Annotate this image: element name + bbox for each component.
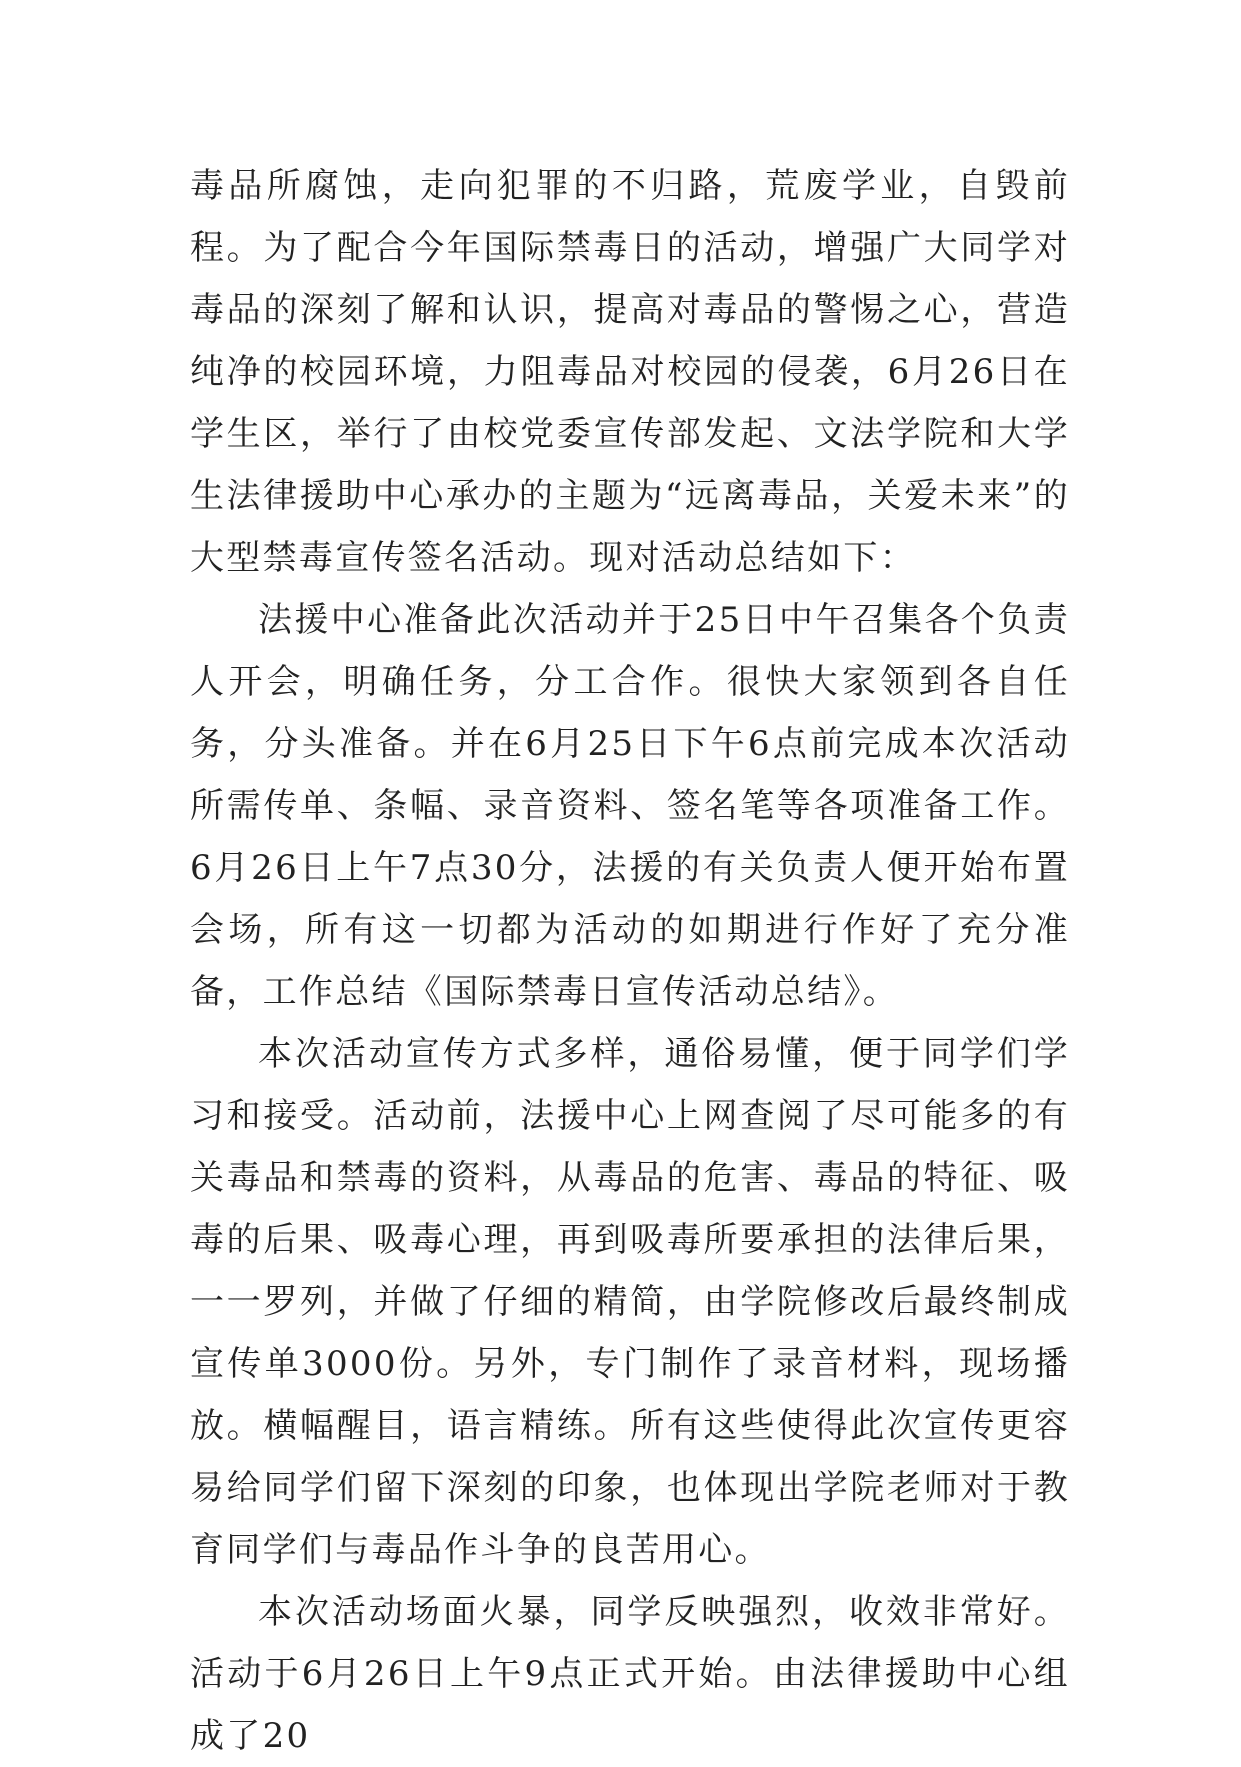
- document-body: [190, 155, 1070, 1767]
- paragraph-publicity: 本次活动宣传方式多样，通俗易懂，便于同学们学习和接受。活动前，法援中心上网查阅了尽可能多的有关毒品和禁毒的资料，从毒品的危害、毒品的特征、吸毒的后果、吸毒心理，再到吸毒所要承担的法律后果，一一罗列，并做了仔细的精简，由学院修改后最终制成宣传单3000份。另外，专门制作了录音材料，现场播放。横幅醒目，语言精练。所有这些使得此次宣传更容易给同学们留下深刻的印象，也体现出学院老师对于教育同学们与毒品作斗争的良苦用心。: [190, 1034, 1070, 1570]
- paragraph-preparation: 法援中心准备此次活动并于25日中午召集各个负责人开会，明确任务，分工合作。很快大家领到各自任务，分头准备。并在6月25日下午6点前完成本次活动所需传单、条幅、录音资料、签名笔等各项准备工作。6月26日上午7点30分，法援的有关负责人便开始布置会场，所有这一切都为活动的如期进行作好了充分准备，工作总结《国际禁毒日宣传活动总结》。: [190, 600, 1070, 1012]
- paragraph-intro: 毒品所腐蚀，走向犯罪的不归路，荒废学业，自毁前程。为了配合今年国际禁毒日的活动，增强广大同学对毒品的深刻了解和认识，提高对毒品的警惕之心，营造纯净的校园环境，力阻毒品对校园的侵袭，6月26日在学生区，举行了由校党委宣传部发起、文法学院和大学生法律援助中心承办的主题为“远离毒品，关爱未来”的大型禁毒宣传签名活动。现对活动总结如下：: [190, 166, 1070, 578]
- paragraph-event-start: 本次活动场面火暴，同学反映强烈，收效非常好。活动于6月26日上午9点正式开始。由法律援助中心组成了20: [190, 1592, 1070, 1756]
